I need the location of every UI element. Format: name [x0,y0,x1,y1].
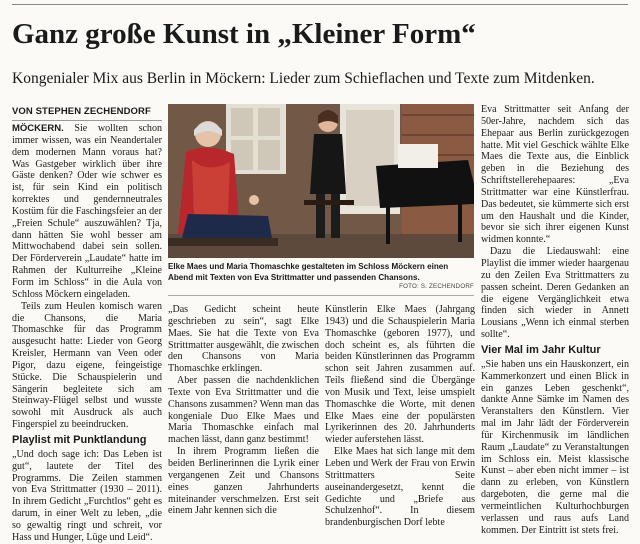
article-column-2 [168,304,319,517]
byline: VON STEPHEN ZECHENDORF [12,106,151,117]
headline: Ganz große Kunst in „Kleiner Form“ [12,18,476,50]
caption-rule [168,295,474,296]
paragraph: Künstlerin Elke Maes (Jahrgang 1943) und die Schauspielerin Maria Thomaschke (geboren 1977), und doch scheint es, als führten die beiden Künstlerinnen das Programm schon seit Jahren zusammen auf. Teils fließend sind die Übergänge von Musik und Text, leise umspielt Thomaschke die Worte, mit denen Elke Maes eine der populärsten Lyrikerinnen des 20. Jahrhunderts wieder auferstehen lässt. [325,304,475,446]
photo-credit: FOTO: S. ZECHENDORF [399,283,474,290]
paragraph: „Sie haben uns ein Hauskonzert, ein Kammerkonzert und einen Blick in ein ganzes Leben geschenkt“, dankte Anne Sämke im Namen des Veranstalters den Künstlern. Vier mal im Jahr lädt der Förderverein für Kirchenmusik im ländlichen Raum „Laudate“ zu Veranstaltungen im Schloss ein. Meist klassische Kunst – aber eben nicht immer – ist dann zu erleben, von Künstlern dargeboten, die gerne mal die vermeintlichen Kulturhochburgen verlassen und raus aufs Land kommen. Der Eintritt ist stets frei. [481,358,629,536]
paragraph: „Das Gedicht scheint heute geschrieben zu sein“, sagt Elke Maes. Sie hat die Texte von Eva Strittmatter ausgewählt, die zwischen den Chansons von Maria Thomaschke erklingen. [168,304,319,375]
photo-caption: Elke Maes und Maria Thomaschke gestalteten im Schloss Möckern einen Abend mit Texten von Eva Strittmatter und passenden Chansons. [168,262,449,282]
paragraph: Teils zum Heulen komisch waren die Chansons, die Maria Thomaschke für das Programm ausgesucht hatte: Lieder von Georg Kreisler, Hermann van Veen oder Pigor, dazu eigene, feingeistige Stücke. Die Schauspielerin und Sängerin begleitete sich am Steinway-Flügel selbst und wusste sowohl mit Ausdruck als auch Fingerspiel zu beeindrucken. [12,300,162,431]
subheadline: Kongenialer Mix aus Berlin in Möckern: Lieder zum Schieflachen und Texte zum Mitdenken. [12,70,595,87]
article-column-3 [325,304,475,529]
photo-illustration [168,104,474,258]
paragraph: „Und doch sage ich: Das Leben ist gut“, lautete der Titel des Programms. Die Zeilen stammen von Eva Strittmatter (1930 – 2011). In ihrem Gedicht „Furchtlos“ geht es darum, in einer Welt zu leben, „die so gewaltig ringt und schreit, vor Hass und Hunger, Lüge und Leid“. [12,448,162,543]
paragraph: Elke Maes hat sich lange mit dem Leben und Werk der Frau von Erwin Strittmatters Seite auseinandergesetzt, kennt die Gedichte und „Briefe aus Schulzenhof“. In diesem brandenburgischen Dorf lebte [325,446,475,529]
dateline: MÖCKERN. [12,123,64,134]
subheading: Playlist mit Punktlandung [12,433,147,446]
paragraph: Dazu die Liedauswahl: eine Playlist die immer wieder haargenau zu den Zeilen Eva Strittmatters zu passen scheint. Deren Gedanken an die eigene Vergänglichkeit etwa finden sich wieder in Annett Lousians „Wenn ich einmal sterben sollte“. [481,246,629,341]
paragraph: In ihrem Programm ließen die beiden Berlinerinnen die Lyrik einer vergangenen Zeit und Chansons eines ganzen Jahrhunderts miteinander verschmelzen. Erst seit einem Jahr kennen sich die [168,446,319,517]
article-photo [168,104,474,258]
byline-rule [12,120,162,121]
article-column-1 [12,123,162,544]
top-rule [12,4,628,5]
paragraph: Eva Strittmatter seit Anfang der 50er-Jahre, nachdem sich das Ehepaar aus Berlin zurückgezogen hatte. Mit viel Geschick wählte Elke Maes die Texte aus, die Einblick geben in die Beziehung des Schriftstellerehepaares: „Eva Strittmatter war eine Künstlerfrau. Das bedeutet, sie kümmerte sich erst um den Haushalt und die Kinder, bevor sie sich ihrer eigenen Kunst widmen konnte.“ [481,104,629,246]
lead-text: Sie wollten schon immer wissen, was ein Neandertaler dem modernen Mann voraus hat? Was Gastgeber wirklich über ihre Gäste denken? Oder wie schwer es ist, für sein Kind ein politisch korrektes und gendernneutrales Kostüm für die Faschingsfeier an der „Freien Schule“ auszuwählen? Tja, dann hätten Sie wohl besser am Mittwochabend dabei sein sollen. Der Förderverein „Laudate“ hatte im Rahmen der Kulturreihe „Kleine Form im Schloss“ in die Aula von Schloss Möckern eingeladen. [12,123,163,300]
paragraph: Aber passen die nachdenklichen Texte von Eva Strittmatter und die Chansons zusammen? Wenn man das kongeniale Duo Elke Maes und Maria Thomaschke einfach mal machen lässt, dann ganz bestimmt! [168,375,319,446]
article-column-4 [481,104,629,537]
subheading: Vier Mal im Jahr Kultur [481,343,601,356]
lead-paragraph [12,123,162,301]
